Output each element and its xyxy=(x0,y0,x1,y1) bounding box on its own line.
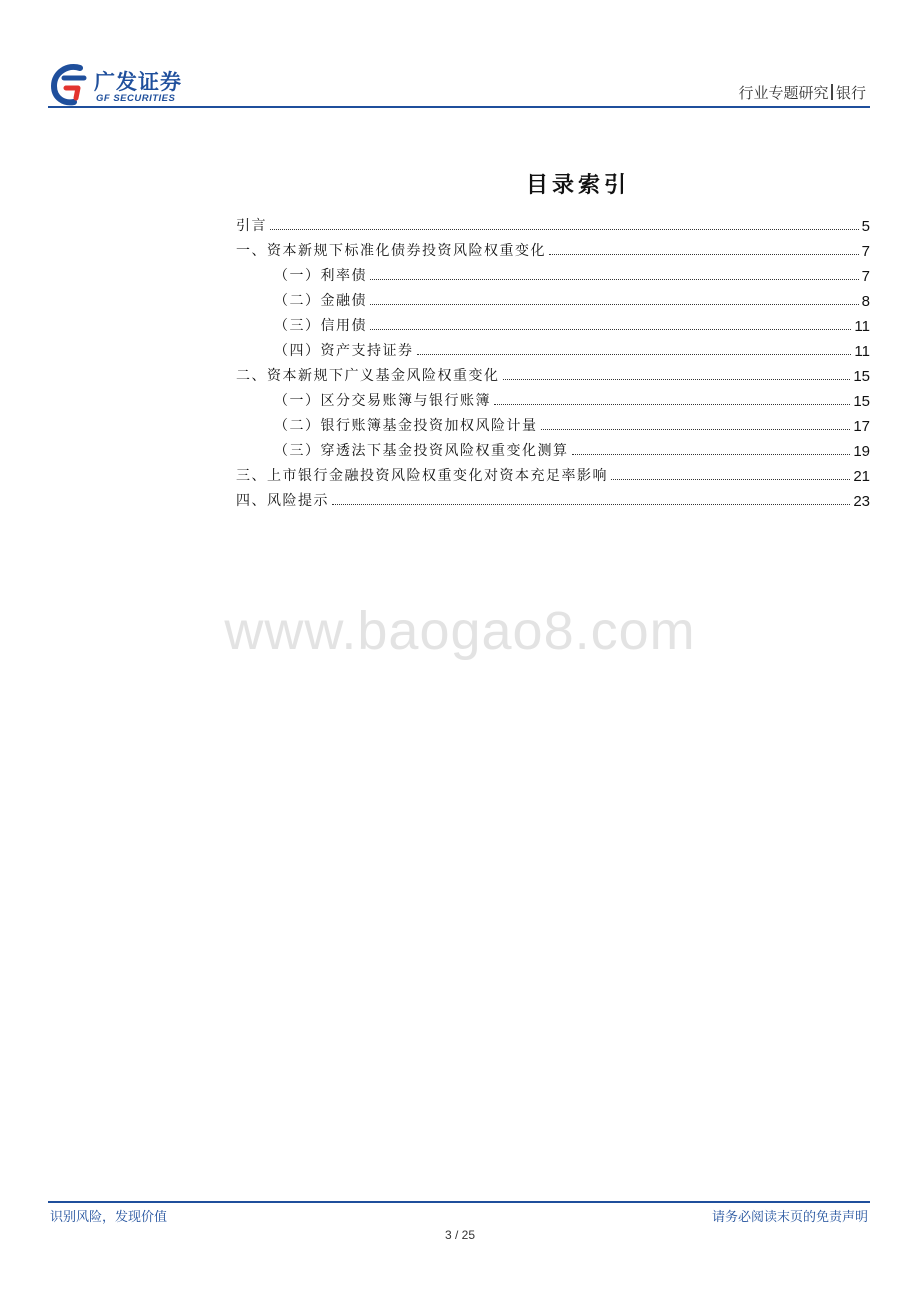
toc-entry-label: 一、资本新规下标准化债券投资风险权重变化 xyxy=(236,243,546,259)
report-type: 行业专题研究 xyxy=(738,84,829,102)
header-divider xyxy=(48,106,870,108)
toc-entry-label: （一）利率债 xyxy=(274,268,367,284)
toc-entry-label: （四）资产支持证券 xyxy=(274,343,414,359)
header-separator xyxy=(831,84,833,100)
toc-entry[interactable] xyxy=(236,335,870,360)
toc-leader-dots xyxy=(332,503,850,505)
toc-entry-page: 5 xyxy=(861,218,870,235)
toc-leader-dots xyxy=(611,478,850,480)
toc-entry[interactable] xyxy=(236,235,870,260)
toc-leader-dots xyxy=(572,453,851,455)
toc-entry[interactable] xyxy=(236,385,870,410)
gf-logo-icon xyxy=(50,62,92,106)
toc-entry[interactable] xyxy=(236,310,870,335)
logo-english-text: GF SECURITIES xyxy=(96,93,176,104)
company-logo xyxy=(50,62,200,106)
toc-entry-label: 引言 xyxy=(236,218,267,234)
toc-entry-label: （二）金融债 xyxy=(274,293,367,309)
toc-entry[interactable] xyxy=(236,460,870,485)
toc-entry-page: 7 xyxy=(861,268,870,285)
toc-entry-label: （一）区分交易账簿与银行账簿 xyxy=(274,393,491,409)
toc-entry[interactable] xyxy=(236,360,870,385)
toc-entry[interactable] xyxy=(236,410,870,435)
footer-disclaimer: 请务必阅读末页的免责声明 xyxy=(711,1210,868,1225)
toc-entry[interactable] xyxy=(236,260,870,285)
toc-title: 目录索引 xyxy=(525,172,630,198)
toc-leader-dots xyxy=(541,428,851,430)
toc-leader-dots xyxy=(417,353,852,355)
report-category xyxy=(738,82,866,103)
toc-entry-page: 17 xyxy=(853,418,870,435)
toc-leader-dots xyxy=(370,303,859,305)
toc-leader-dots xyxy=(270,228,859,230)
toc-leader-dots xyxy=(503,378,851,380)
toc-entry-label: （三）信用债 xyxy=(274,318,367,334)
toc-leader-dots xyxy=(549,253,859,255)
toc-leader-dots xyxy=(370,278,859,280)
page-number: 3 / 25 xyxy=(444,1228,476,1242)
toc-entry-page: 19 xyxy=(853,443,870,460)
logo-chinese-text: 广发证券 xyxy=(94,70,182,94)
toc-entry-page: 15 xyxy=(853,368,870,385)
watermark: www.baogao8.com xyxy=(224,601,696,661)
footer-divider xyxy=(48,1201,870,1203)
toc-entry-label: 三、上市银行金融投资风险权重变化对资本充足率影响 xyxy=(236,468,608,484)
toc-entry-label: 四、风险提示 xyxy=(236,493,329,509)
toc-entry-page: 21 xyxy=(853,468,870,485)
toc-entry-page: 23 xyxy=(853,493,870,510)
toc-entry-page: 7 xyxy=(861,243,870,260)
toc-entry-label: 二、资本新规下广义基金风险权重变化 xyxy=(236,368,500,384)
toc-leader-dots xyxy=(494,403,850,405)
toc-entry-label: （二）银行账簿基金投资加权风险计量 xyxy=(274,418,538,434)
toc-entry[interactable] xyxy=(236,485,870,510)
table-of-contents xyxy=(236,210,870,510)
toc-entry[interactable] xyxy=(236,435,870,460)
toc-entry-page: 15 xyxy=(853,393,870,410)
page-header xyxy=(48,60,870,110)
toc-leader-dots xyxy=(370,328,851,330)
footer-slogan: 识别风险，发现价值 xyxy=(50,1210,168,1225)
toc-entry-page: 11 xyxy=(854,318,870,335)
toc-entry-label: （三）穿透法下基金投资风险权重变化测算 xyxy=(274,443,569,459)
toc-entry-page: 11 xyxy=(854,343,870,360)
report-sector: 银行 xyxy=(835,84,866,102)
toc-entry[interactable] xyxy=(236,210,870,235)
toc-entry-page: 8 xyxy=(861,293,870,310)
toc-entry[interactable] xyxy=(236,285,870,310)
